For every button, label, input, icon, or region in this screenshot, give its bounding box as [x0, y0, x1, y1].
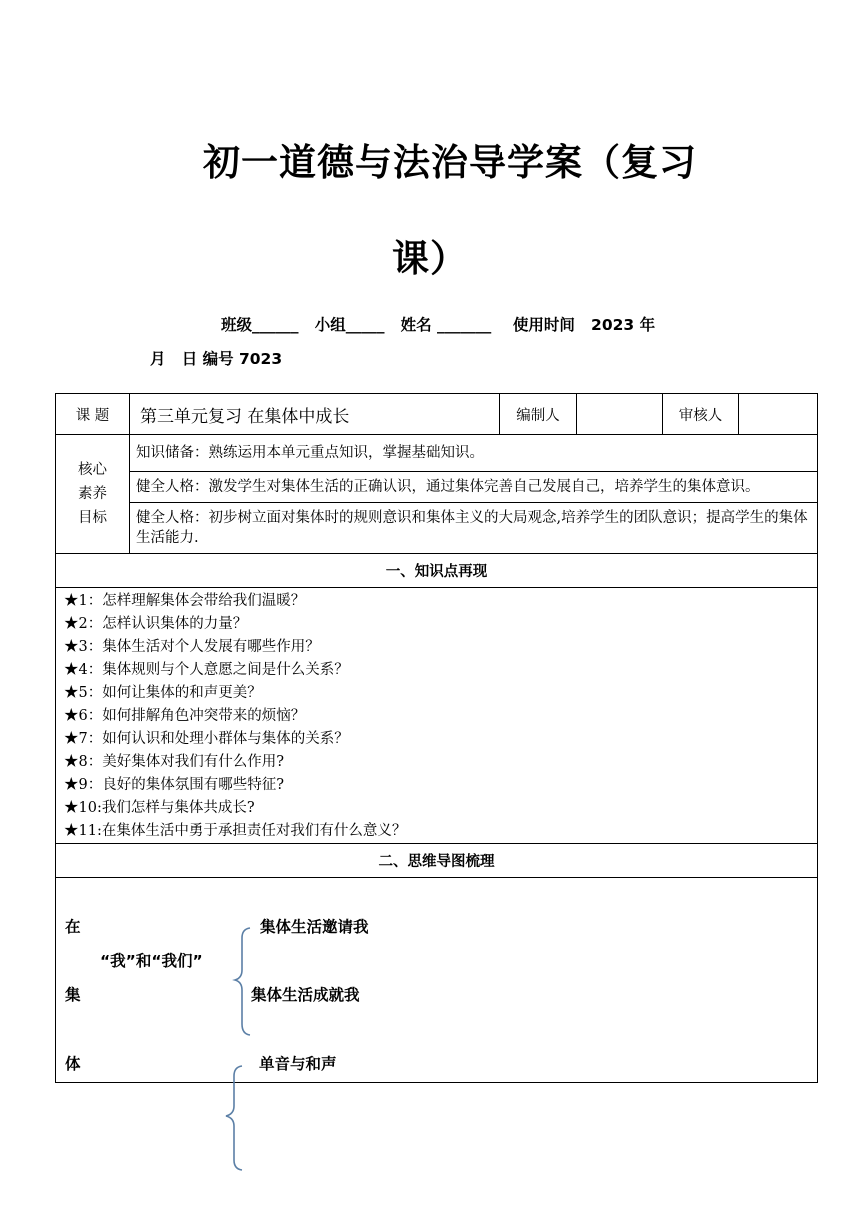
goal-row-2 — [56, 472, 818, 503]
list-item: ★7：如何认识和处理小群体与集体的关系？ — [64, 731, 349, 747]
list-item: ★6：如何排解角色冲突带来的烦恼？ — [64, 708, 306, 724]
section1-title: 一、知识点再现 — [56, 554, 818, 588]
header-row — [56, 394, 818, 435]
mindmap-vertical-char: 集 — [65, 986, 81, 1004]
mindmap-lesson1: “我”和“我们” — [100, 952, 203, 970]
mind-map — [56, 878, 818, 1083]
list-item: ★1：怎样理解集体会带给我们温暖？ — [64, 593, 306, 609]
list-item: ★5：如何让集体的和声更美？ — [64, 685, 262, 701]
core-label-line2: 素养 — [78, 486, 107, 502]
mindmap-item: 单音与和声 — [259, 1055, 337, 1073]
mindmap-row — [56, 878, 818, 1083]
brace-icon — [230, 926, 254, 1038]
list-item: ★8：美好集体对我们有什么作用? — [64, 754, 284, 770]
goal-item: 健全人格：激发学生对集体生活的正确认识，通过集体完善自己发展自己，培养学生的集体意识。 — [130, 472, 818, 503]
list-item: ★4：集体规则与个人意愿之间是什么关系？ — [64, 662, 349, 678]
topic-value: 第三单元复习 在集体中成长 — [130, 394, 500, 435]
section2-title: 二、思维导图梳理 — [56, 844, 818, 878]
reviewer-value[interactable] — [739, 394, 818, 435]
list-item: ★3：集体生活对个人发展有哪些作用？ — [64, 639, 320, 655]
student-info-line1: 班级______ 小组_____ 姓名 _______ 使用时间 2023 年 — [221, 316, 656, 334]
editor-value[interactable] — [577, 394, 663, 435]
lesson-table — [55, 393, 818, 1083]
list-item: ★9：良好的集体氛围有哪些特征? — [64, 777, 284, 793]
goal-item: 知识储备：熟练运用本单元重点知识，掌握基础知识。 — [130, 435, 818, 472]
goal-row-3 — [56, 503, 818, 554]
list-item: ★11:在集体生活中勇于承担责任对我们有什么意义？ — [64, 823, 407, 839]
editor-label: 编制人 — [500, 394, 577, 435]
doc-title-line2: 课） — [392, 237, 468, 280]
mindmap-item: 集体生活邀请我 — [260, 918, 369, 936]
mindmap-item: 集体生活成就我 — [251, 986, 360, 1004]
question-list — [56, 588, 818, 844]
list-item: ★2：怎样认识集体的力量？ — [64, 616, 248, 632]
reviewer-label: 审核人 — [663, 394, 739, 435]
core-label-line3: 目标 — [78, 510, 107, 526]
mindmap-vertical-char: 体 — [65, 1055, 81, 1073]
student-info-line2: 月 日 编号 7023 — [150, 350, 283, 368]
list-item: ★10:我们怎样与集体共成长? — [64, 800, 255, 816]
core-goals-label — [56, 435, 130, 554]
doc-title-line1: 初一道德与法治导学案（复习 — [203, 141, 697, 184]
mindmap-vertical-char: 在 — [65, 918, 81, 936]
brace-icon — [222, 1064, 248, 1172]
topic-label: 课 题 — [56, 394, 130, 435]
section1-header-row — [56, 554, 818, 588]
goal-item: 健全人格：初步树立面对集体时的规则意识和集体主义的大局观念,培养学生的团队意识；提高学生的集体生活能力. — [130, 503, 818, 554]
questions-row — [56, 588, 818, 844]
goal-row-1 — [56, 435, 818, 472]
section2-header-row — [56, 844, 818, 878]
core-label-line1: 核心 — [78, 462, 107, 478]
